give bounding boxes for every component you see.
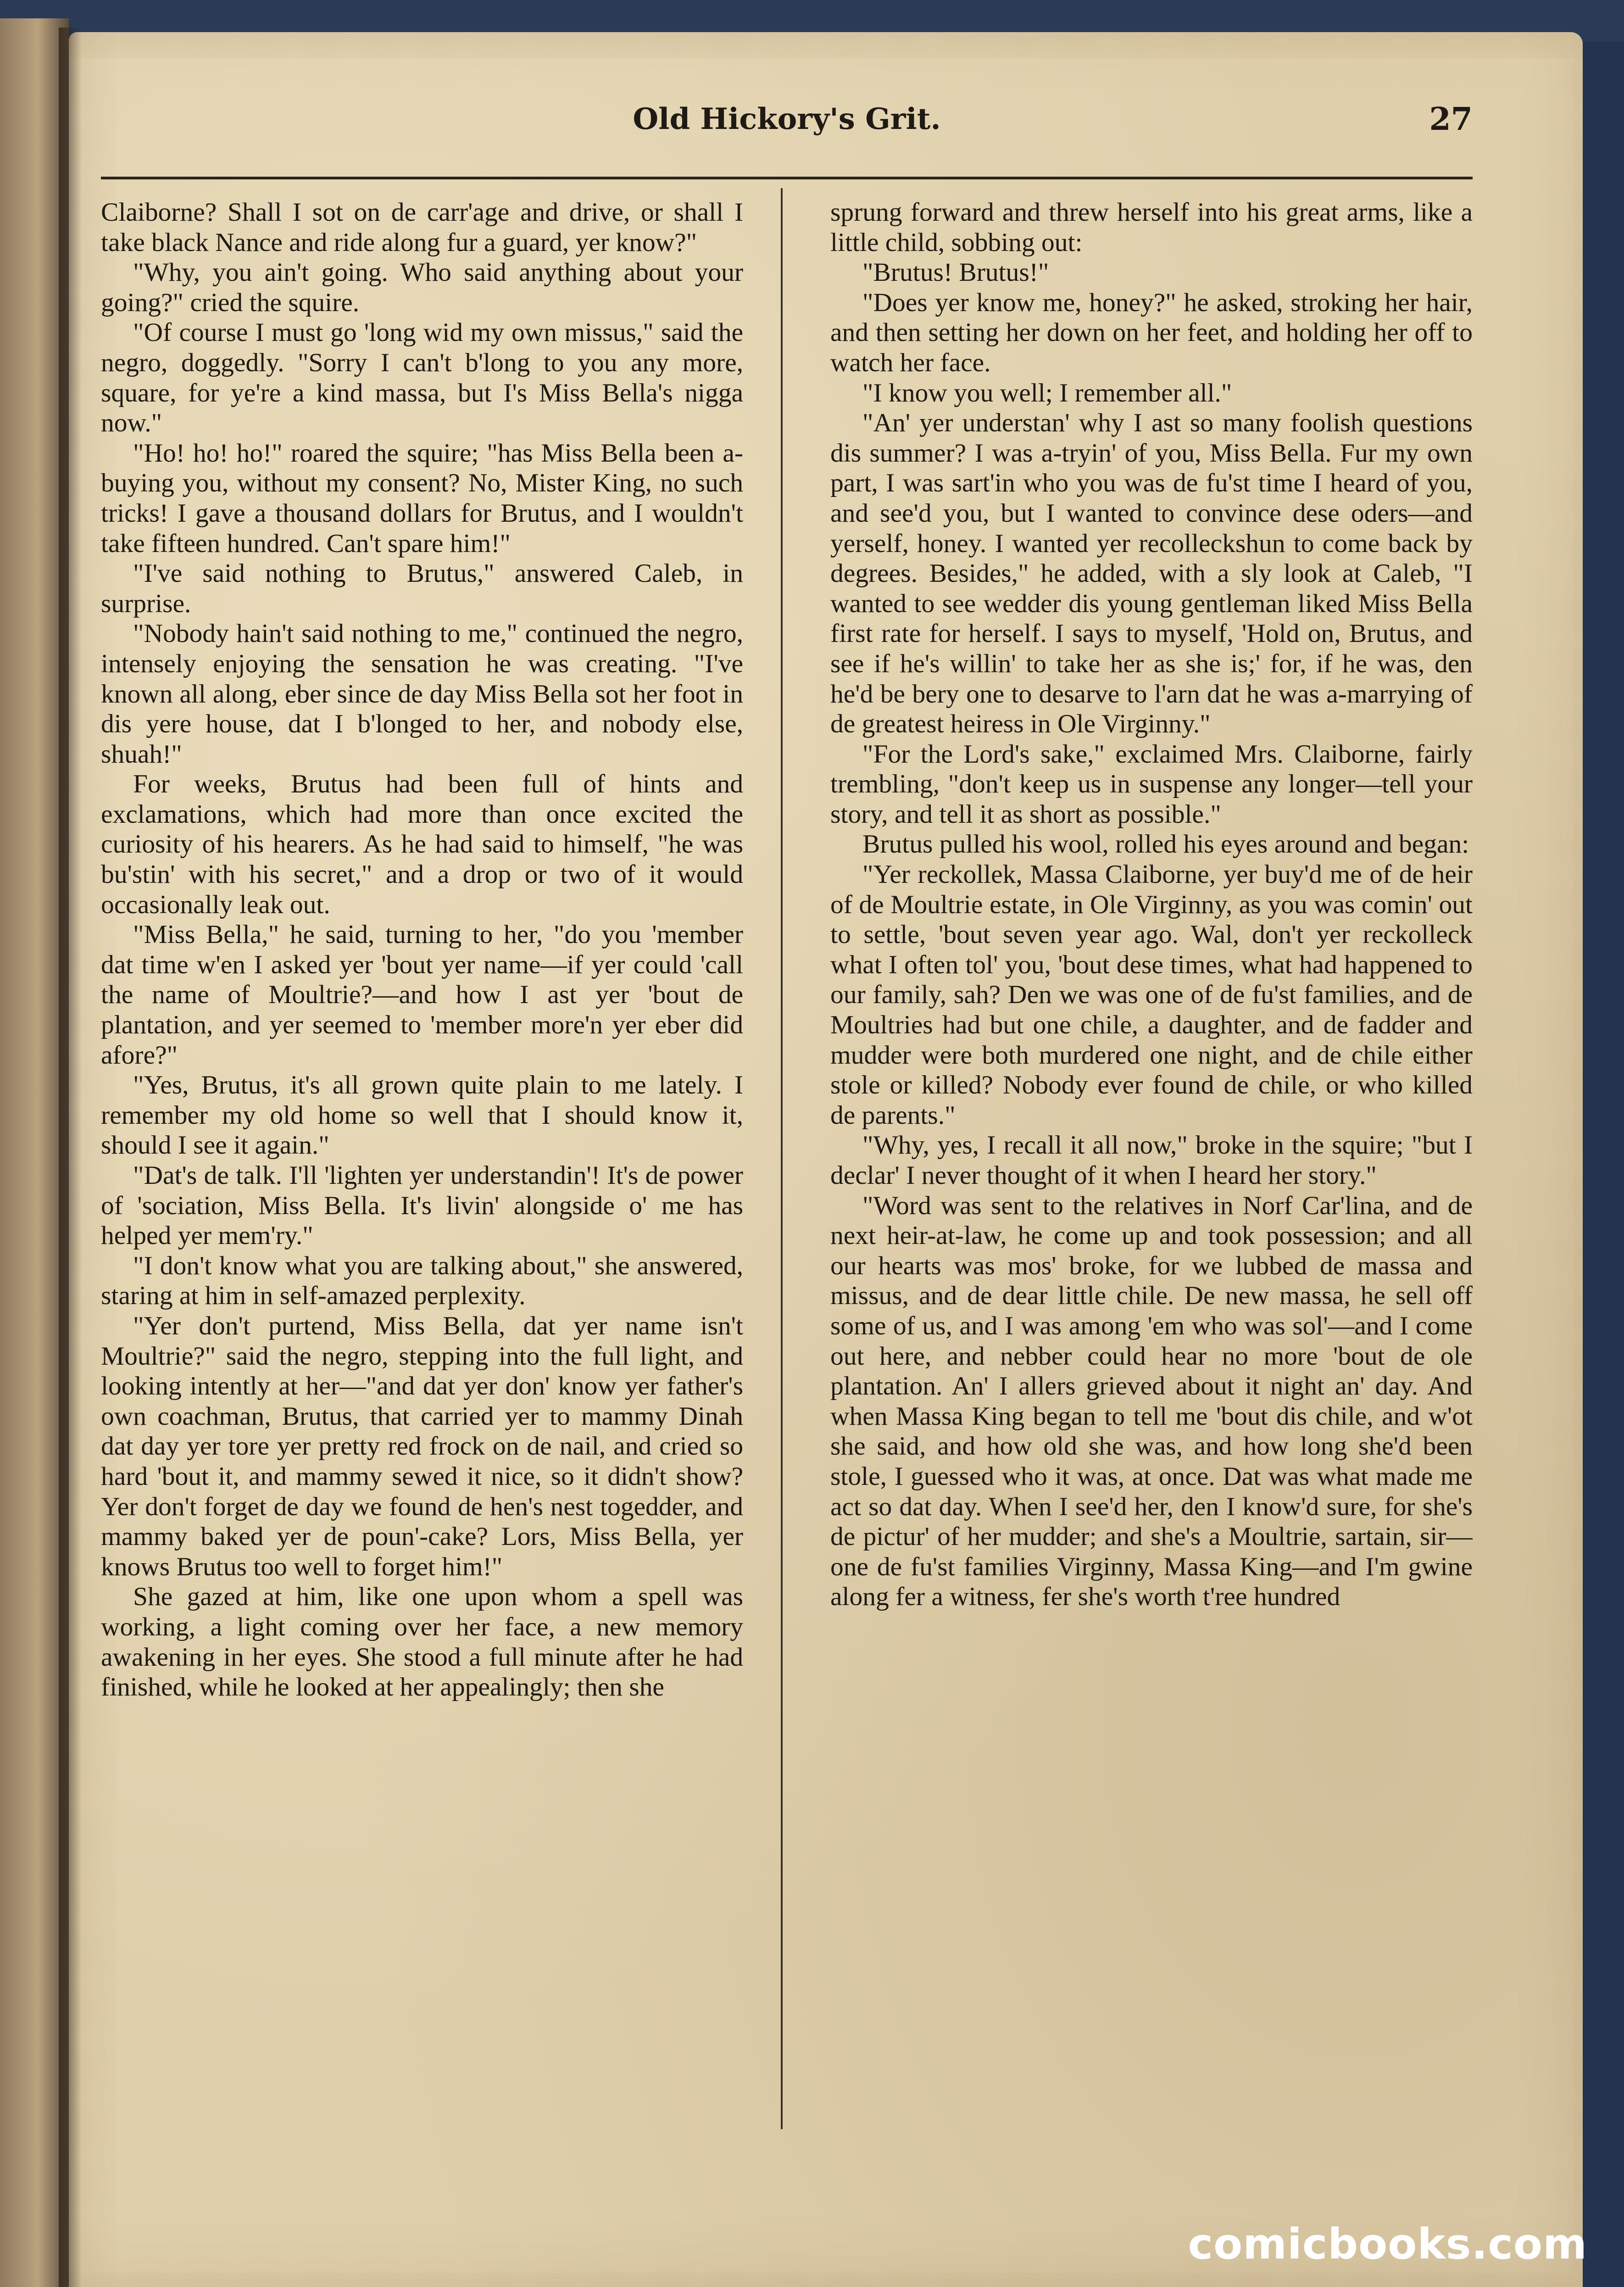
paragraph: She gazed at him, like one upon whom a spell was working, a light coming over her face, a new memory awakening in her eyes. She stood a full minute after he had finished, while he looked at her appealingly; then she: [101, 1582, 743, 1702]
watermark: comicbooks.com: [1188, 2220, 1587, 2269]
paragraph: "Yer don't purtend, Miss Bella, dat yer name isn't Moultrie?" said the negro, stepping into the full light, and looking intently at her—"and dat yer don' know yer father's own coachman, Brutus, that carried yer to mammy Dinah dat day yer tore yer pretty red frock on de nail, and cried so hard 'bout it, and mammy sewed it nice, so it didn't show? Yer don't forget de day we found de hen's nest togedder, and mammy baked yer de poun'-cake? Lors, Miss Bella, yer knows Brutus too well to forget him!": [101, 1311, 743, 1581]
paragraph: "Miss Bella," he said, turning to her, "do you 'member dat time w'en I asked yer 'bout yer name—if yer could 'call the name of Moultrie?—and how I ast yer 'bout de plantation, and yer seemed to 'member more'n yer eber did afore?": [101, 920, 743, 1070]
header-rule: [101, 177, 1473, 179]
paragraph: "Word was sent to the relatives in Norf Car'lina, and de next heir-at-law, he come up and took possession; and all our hearts was mos' broke, for we lubbed de massa and missus, and de dear little chile. De new massa, he sell off some of us, and I was among 'em who was sol'—and I come out here, and nebber could hear no more 'bout de ole plantation. An' I allers grieved about it night an' day. And when Massa King began to tell me 'bout dis chile, and w'ot she said, and how old she was, and how long she'd been stole, I guessed who it was, at once. Dat was what made me act so dat day. When I see'd her, den I know'd sure, for she's de pictur' of her mudder; and she's a Moultrie, sartain, sir—one de fu'st families Virginny, Massa King—and I'm gwine along fer a witness, fer she's worth t'ree hundred: [830, 1191, 1473, 1612]
column-rule: [781, 188, 783, 2129]
paragraph: "Of course I must go 'long wid my own missus," said the negro, doggedly. "Sorry I can't b'long to you any more, square, for ye're a kind massa, but I's Miss Bella's nigga now.": [101, 318, 743, 438]
paragraph: sprung forward and threw herself into his great arms, like a little child, sobbing out:: [830, 198, 1473, 257]
running-title: Old Hickory's Grit.: [633, 102, 941, 136]
paragraph: "I know you well; I remember all.": [862, 378, 1232, 407]
page-number: 27: [1429, 101, 1473, 138]
paragraph: "Ho! ho! ho!" roared the squire; "has Miss Bella been a-buying you, without my consent? No, Mister King, no such tricks! I gave a thousand dollars for Brutus, and I wouldn't take fifteen hundred. Can't spare him!": [101, 438, 743, 558]
page-header: [101, 92, 1473, 161]
paragraph: "Dat's de talk. I'll 'lighten yer understandin'! It's de power of 'sociation, Miss Bella. It's livin' alongside o' me has helped yer mem'ry.": [101, 1161, 743, 1250]
left-column: [101, 197, 743, 2120]
paragraph: "Brutus! Brutus!": [862, 258, 1049, 287]
spine-shadow: [59, 28, 82, 2287]
paragraph: "Yer reckollek, Massa Claiborne, yer buy'd me of de heir of de Moultrie estate, in Ole Virginny, as you was comin' out to settle, 'bout seven year ago. Wal, don't yer reckolleck what I often tol' you, 'bout dese times, what had happened to our family, sah? Den we was one of de fu'st families, and de Moultries had but one chile, a daughter, and de fadder and mudder were both murdered one night, and de chile either stole or killed? Nobody ever found de chile, or who killed de parents.": [830, 860, 1473, 1130]
paragraph: "I don't know what you are talking about," she answered, staring at him in self-amazed perplexity.: [101, 1251, 743, 1311]
paragraph: "I've said nothing to Brutus," answered Caleb, in surprise.: [101, 559, 743, 618]
paragraph: "An' yer understan' why I ast so many foolish questions dis summer? I was a-tryin' of you, Miss Bella. Fur my own part, I was sart'in who you was de fu'st time I heard of you, and see'd you, but I wanted to convince dese oders—and yerself, honey. I wanted yer recolleckshun to come back by degrees. Besides," he added, with a sly look at Caleb, "I wanted to see wedder dis young gentleman liked Miss Bella first rate for herself. I says to myself, 'Hold on, Brutus, and see if he's willin' to take her as she is;' for, if he was, den he'd be bery one to desarve to l'arn dat he was a-marrying of de greatest heiress in Ole Virginny.": [830, 408, 1473, 739]
paragraph: "For the Lord's sake," exclaimed Mrs. Claiborne, fairly trembling, "don't keep us in suspense any longer—tell your story, and tell it as short as possible.": [830, 739, 1473, 829]
paragraph: "Nobody hain't said nothing to me," continued the negro, intensely enjoying the sensation he was creating. "I've known all along, eber since de day Miss Bella sot her foot in dis yere house, dat I b'longed to her, and nobody else, shuah!": [101, 619, 743, 769]
paragraph: For weeks, Brutus had been full of hints and exclamations, which had more than once excited the curiosity of his hearers. As he had said to himself, "he was bu'stin' with his secret," and a drop or two of it would occasionally leak out.: [101, 770, 743, 919]
paragraph: Brutus pulled his wool, rolled his eyes around and began:: [862, 830, 1469, 859]
paragraph: "Why, you ain't going. Who said anything about your going?" cried the squire.: [101, 258, 743, 317]
right-column: [830, 197, 1473, 2120]
paragraph: "Does yer know me, honey?" he asked, stroking her hair, and then setting her down on her feet, and holding her off to watch her face.: [830, 288, 1473, 377]
paragraph: Claiborne? Shall I sot on de carr'age and drive, or shall I take black Nance and ride along fur a guard, yer know?": [101, 198, 743, 257]
paragraph: "Yes, Brutus, it's all grown quite plain to me lately. I remember my old home so well that I should know it, should I see it again.": [101, 1071, 743, 1160]
paragraph: "Why, yes, I recall it all now," broke in the squire; "but I declar' I never thought of it when I heard her story.": [830, 1131, 1473, 1190]
